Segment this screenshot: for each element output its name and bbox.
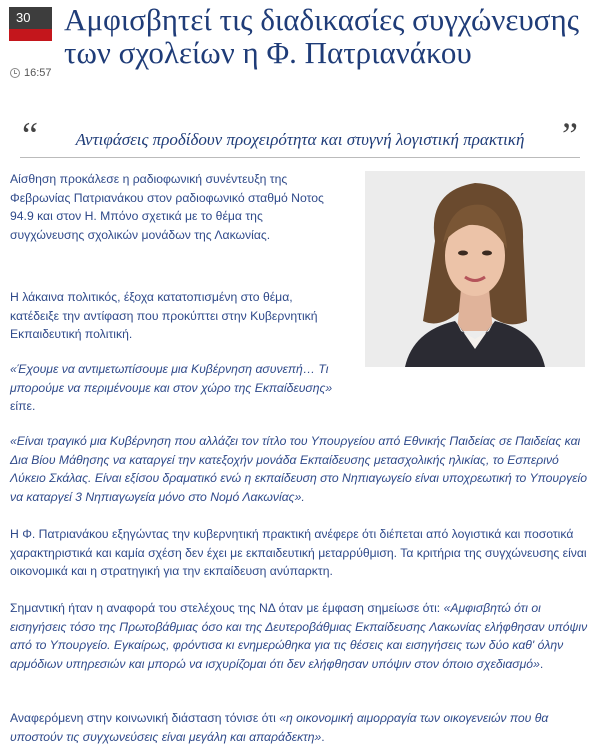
paragraph-1: Αίσθηση προκάλεσε η ραδιοφωνική συνέντευξη της Φεβρωνίας Πατριανάκου στον ραδιοφωνικό σταθμό Νοτος 94.9 και στον Η. Μπόνο σχετικά με το θέμα της συγχώνευσης σχολικών μονάδων της Λακωνίας.	[10, 172, 324, 242]
paragraph-6-quote: «Αμφισβητώ ότι οι εισηγήσεις τόσο της Πρωτοβάθμιας όσο και της Δευτεροβάθμιας Εκπαίδευσης Λακωνίας ελήφθησαν υπόψιν από το Υπουργείο. Εγκαίρως, φρόντισα κι ενημερώθηκα για τις θέσεις και εισηγήσεις των δύο καθ' όλην αρμόδιων υπηρεσιών και μπορώ να ισχυρίζομαι ότι δεν ελήφθησαν υπόψιν στον όποιο σχεδιασμό»	[10, 601, 588, 671]
paragraph-5: Η Φ. Πατριανάκου εξηγώντας την κυβερνητική πρακτική ανέφερε ότι διέπεται από λογιστικά και ποσοτικά χαρακτηριστικά και καμία σχέση δεν έχει με εκπαιδευτική μεταρρύθμιση. Τα κριτήρια της συγχώνευσης είναι οικονομικά και η στρατηγική για την εκπαίδευση ανύπαρκτη.	[10, 527, 587, 578]
time-text: 16:57	[24, 67, 52, 79]
paragraph-4: «Είναι τραγικό μια Κυβέρνηση που αλλάζει τον τίτλο του Υπουργείου από Εθνικής Παιδείας σε Παιδείας και Δια Βίου Μάθησης να καταργεί την κατεξοχήν μονάδα Εκπαίδευσης μετασχολικής ηλικίας, το Εσπερινό Λύκειο Σκάλας. Είναι εξίσου δραματικό ενώ η εκπαίδευση στο Νηπιαγωγείο είναι υποχρεωτική το Υπουργείο να καταργεί 3 Νηπιαγωγεία μόνο στο Νομό Λακωνίας».	[10, 434, 588, 504]
article-title: Αμφισβητεί τις διαδικασίες συγχώνευσης των σχολείων η Φ. Πατριανάκου	[64, 2, 579, 70]
clock-icon	[10, 68, 20, 78]
paragraph-7-quote: «η οικονομική αιμορραγία των οικογενειών που θα υποστούν τις συγχωνεύσεις είναι μεγάλη και απαράδεκτη»	[10, 711, 549, 744]
pull-quote-text: Αντιφάσεις προδίδουν προχειρότητα και στυγνή λογιστική πρακτική	[75, 130, 525, 149]
portrait-photo	[365, 171, 585, 367]
paragraph-2: Η λάκαινα πολιτικός, έξοχα κατατοπισμένη στο θέμα, κατέδειξε την αντίφαση που προκύπτει στην Κυβερνητική Εκπαιδευτική πολιτική.	[10, 290, 318, 341]
close-quote-mark: ”	[562, 115, 578, 155]
quote-divider	[20, 157, 580, 158]
paragraph-7	[10, 709, 592, 746]
paragraph-3	[10, 360, 338, 416]
timestamp	[10, 67, 52, 79]
paragraph-7-lead: Αναφερόμενη στην κοινωνική διάσταση τόνισε ότι	[10, 711, 280, 725]
date-badge-bar	[9, 29, 52, 41]
paragraph-3-tail: είπε.	[10, 399, 36, 413]
paragraph-6-lead: Σημαντική ήταν η αναφορά του στελέχους της ΝΔ όταν με έμφαση σημείωσε ότι:	[10, 601, 444, 615]
paragraph-7-end: .	[321, 729, 325, 744]
date-badge	[9, 7, 52, 41]
paragraph-3-quote: «Έχουμε να αντιμετωπίσουμε μια Κυβέρνηση ασυνεπή… Τι μπορούμε να περιμένουμε και στον χώρο της Εκπαίδευσης»	[10, 362, 333, 395]
paragraph-6-end: .	[539, 656, 544, 671]
paragraph-6	[10, 599, 592, 673]
date-day: 30	[9, 7, 52, 29]
portrait-illustration	[365, 171, 585, 367]
open-quote-mark: “	[22, 115, 38, 155]
pull-quote	[10, 115, 590, 158]
